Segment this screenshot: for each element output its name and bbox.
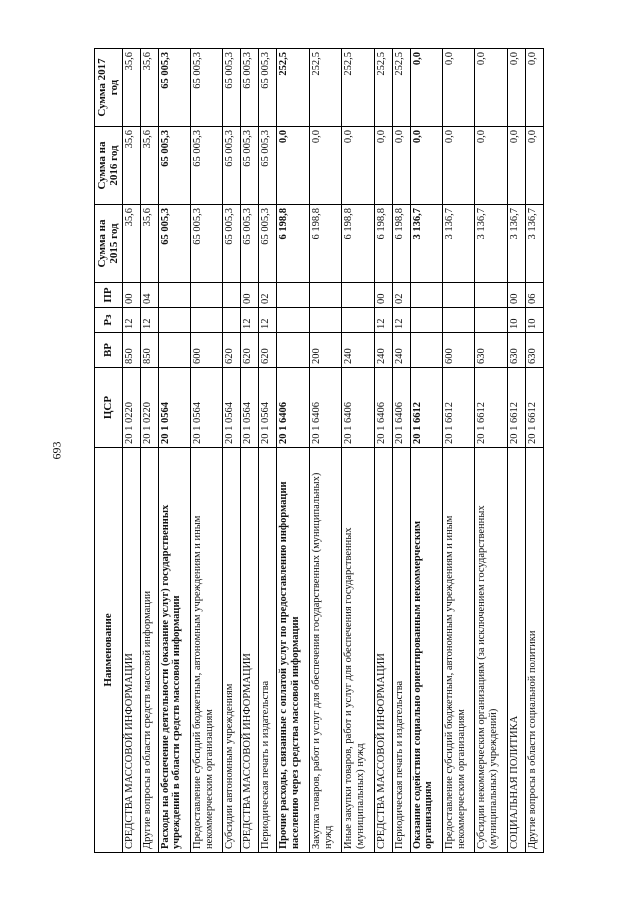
cell-vr: 600 bbox=[442, 333, 474, 368]
cell-vr: 850 bbox=[140, 333, 158, 368]
table-body bbox=[122, 49, 543, 853]
cell-sum-2017: 252,5 bbox=[374, 49, 392, 127]
cell-rz: 10 bbox=[525, 308, 543, 333]
cell-sum-2017: 252,5 bbox=[392, 49, 410, 127]
cell-rz bbox=[442, 308, 474, 333]
cell-sum-2016: 0,0 bbox=[277, 127, 309, 205]
cell-rz bbox=[309, 308, 341, 333]
cell-name: СРЕДСТВА МАССОВОЙ ИНФОРМАЦИИ bbox=[122, 448, 140, 853]
cell-vr: 620 bbox=[223, 333, 241, 368]
cell-vr bbox=[277, 333, 309, 368]
table-row bbox=[122, 49, 140, 853]
cell-sum-2017: 0,0 bbox=[410, 49, 442, 127]
cell-sum-2016: 0,0 bbox=[442, 127, 474, 205]
cell-pr bbox=[342, 283, 374, 308]
cell-rz: 12 bbox=[259, 308, 277, 333]
table-row bbox=[374, 49, 392, 853]
cell-sum-2015: 65 005,3 bbox=[259, 205, 277, 283]
cell-csr: 20 1 0564 bbox=[223, 368, 241, 448]
cell-sum-2015: 6 198,8 bbox=[309, 205, 341, 283]
budget-table-rotated bbox=[94, 48, 544, 853]
header-row bbox=[95, 49, 123, 853]
cell-pr: 00 bbox=[241, 283, 259, 308]
cell-name: Периодическая печать и издательства bbox=[392, 448, 410, 853]
budget-table bbox=[94, 48, 544, 853]
cell-pr: 04 bbox=[140, 283, 158, 308]
cell-sum-2016: 0,0 bbox=[392, 127, 410, 205]
cell-pr: 06 bbox=[525, 283, 543, 308]
cell-vr: 630 bbox=[507, 333, 525, 368]
cell-rz: 10 bbox=[507, 308, 525, 333]
cell-sum-2017: 252,5 bbox=[309, 49, 341, 127]
cell-name: Предоставление субсидий бюджетным, автономным учреждениям и иным некоммерческим организациям bbox=[442, 448, 474, 853]
cell-sum-2017: 252,5 bbox=[277, 49, 309, 127]
cell-name: Другие вопросы в области социальной политики bbox=[525, 448, 543, 853]
cell-sum-2017: 252,5 bbox=[342, 49, 374, 127]
cell-pr: 02 bbox=[392, 283, 410, 308]
cell-sum-2017: 35,6 bbox=[140, 49, 158, 127]
cell-vr bbox=[410, 333, 442, 368]
cell-sum-2017: 0,0 bbox=[525, 49, 543, 127]
cell-vr: 240 bbox=[374, 333, 392, 368]
cell-sum-2016: 0,0 bbox=[342, 127, 374, 205]
cell-name: Расходы на обеспечение деятельности (оказание услуг) государственных учреждений в области средств массовой информации bbox=[158, 448, 190, 853]
cell-vr: 850 bbox=[122, 333, 140, 368]
cell-sum-2016: 0,0 bbox=[475, 127, 507, 205]
cell-pr: 00 bbox=[122, 283, 140, 308]
table-row bbox=[442, 49, 474, 853]
table-row bbox=[392, 49, 410, 853]
col-header-rz: Рз bbox=[95, 308, 123, 333]
cell-sum-2017: 0,0 bbox=[442, 49, 474, 127]
cell-pr bbox=[158, 283, 190, 308]
cell-sum-2016: 65 005,3 bbox=[259, 127, 277, 205]
col-header-sum-2015: Сумма на 2015 год bbox=[95, 205, 123, 283]
table-row bbox=[241, 49, 259, 853]
cell-vr: 620 bbox=[241, 333, 259, 368]
cell-sum-2017: 0,0 bbox=[507, 49, 525, 127]
cell-name: Иные закупки товаров, работ и услуг для обеспечения государственных (муниципальных) нужд bbox=[342, 448, 374, 853]
cell-sum-2017: 65 005,3 bbox=[223, 49, 241, 127]
cell-name: Субсидии некоммерческим организациям (за исключением государственных (муниципальных) учреждений) bbox=[475, 448, 507, 853]
cell-rz: 12 bbox=[122, 308, 140, 333]
cell-vr: 600 bbox=[191, 333, 223, 368]
cell-name: СОЦИАЛЬНАЯ ПОЛИТИКА bbox=[507, 448, 525, 853]
cell-sum-2015: 65 005,3 bbox=[223, 205, 241, 283]
cell-pr bbox=[191, 283, 223, 308]
cell-pr bbox=[309, 283, 341, 308]
table-row bbox=[309, 49, 341, 853]
table-row bbox=[191, 49, 223, 853]
cell-csr: 20 1 6406 bbox=[277, 368, 309, 448]
cell-name: Прочие расходы, связанные с оплатой услуг по предоставлению информации населению через средства массовой информации bbox=[277, 448, 309, 853]
table-row bbox=[507, 49, 525, 853]
cell-csr: 20 1 6406 bbox=[342, 368, 374, 448]
table-row bbox=[223, 49, 241, 853]
cell-csr: 20 1 6406 bbox=[392, 368, 410, 448]
cell-vr: 240 bbox=[392, 333, 410, 368]
cell-name: Субсидии автономным учреждениям bbox=[223, 448, 241, 853]
cell-sum-2015: 3 136,7 bbox=[525, 205, 543, 283]
cell-rz: 12 bbox=[374, 308, 392, 333]
cell-csr: 20 1 0220 bbox=[122, 368, 140, 448]
cell-rz bbox=[475, 308, 507, 333]
cell-sum-2015: 6 198,8 bbox=[342, 205, 374, 283]
table-row bbox=[277, 49, 309, 853]
cell-csr: 20 1 6612 bbox=[442, 368, 474, 448]
cell-pr bbox=[277, 283, 309, 308]
cell-sum-2017: 65 005,3 bbox=[191, 49, 223, 127]
table-row bbox=[158, 49, 190, 853]
cell-sum-2016: 35,6 bbox=[140, 127, 158, 205]
cell-sum-2016: 0,0 bbox=[309, 127, 341, 205]
cell-rz bbox=[277, 308, 309, 333]
cell-sum-2016: 0,0 bbox=[410, 127, 442, 205]
cell-sum-2016: 0,0 bbox=[525, 127, 543, 205]
cell-name: СРЕДСТВА МАССОВОЙ ИНФОРМАЦИИ bbox=[241, 448, 259, 853]
cell-sum-2015: 35,6 bbox=[140, 205, 158, 283]
cell-csr: 20 1 0564 bbox=[191, 368, 223, 448]
cell-name: Предоставление субсидий бюджетным, автономным учреждениям и иным некоммерческим организациям bbox=[191, 448, 223, 853]
cell-sum-2015: 65 005,3 bbox=[191, 205, 223, 283]
cell-rz bbox=[223, 308, 241, 333]
cell-csr: 20 1 6406 bbox=[374, 368, 392, 448]
cell-sum-2016: 35,6 bbox=[122, 127, 140, 205]
cell-csr: 20 1 0564 bbox=[158, 368, 190, 448]
table-row bbox=[525, 49, 543, 853]
cell-csr: 20 1 6612 bbox=[410, 368, 442, 448]
col-header-csr: ЦСР bbox=[95, 368, 123, 448]
cell-rz bbox=[410, 308, 442, 333]
cell-sum-2015: 6 198,8 bbox=[374, 205, 392, 283]
cell-sum-2017: 35,6 bbox=[122, 49, 140, 127]
cell-csr: 20 1 0564 bbox=[241, 368, 259, 448]
col-header-vr: ВР bbox=[95, 333, 123, 368]
cell-sum-2016: 65 005,3 bbox=[223, 127, 241, 205]
cell-csr: 20 1 6406 bbox=[309, 368, 341, 448]
cell-rz bbox=[191, 308, 223, 333]
col-header-sum-2017: Сумма 2017 год bbox=[95, 49, 123, 127]
table-row bbox=[259, 49, 277, 853]
cell-rz: 12 bbox=[140, 308, 158, 333]
cell-csr: 20 1 6612 bbox=[525, 368, 543, 448]
cell-sum-2015: 3 136,7 bbox=[442, 205, 474, 283]
cell-name: СРЕДСТВА МАССОВОЙ ИНФОРМАЦИИ bbox=[374, 448, 392, 853]
cell-sum-2015: 3 136,7 bbox=[410, 205, 442, 283]
col-header-sum-2016: Сумма на 2016 год bbox=[95, 127, 123, 205]
cell-vr: 200 bbox=[309, 333, 341, 368]
cell-csr: 20 1 0564 bbox=[259, 368, 277, 448]
table-row bbox=[475, 49, 507, 853]
cell-vr: 630 bbox=[475, 333, 507, 368]
cell-sum-2016: 65 005,3 bbox=[191, 127, 223, 205]
cell-vr: 240 bbox=[342, 333, 374, 368]
cell-sum-2015: 3 136,7 bbox=[475, 205, 507, 283]
cell-sum-2016: 65 005,3 bbox=[241, 127, 259, 205]
cell-name: Оказание содействия социально ориентированным некоммерческим организациям bbox=[410, 448, 442, 853]
cell-rz: 12 bbox=[241, 308, 259, 333]
page-number: 693 bbox=[49, 441, 64, 460]
cell-vr: 620 bbox=[259, 333, 277, 368]
table-row bbox=[342, 49, 374, 853]
cell-sum-2017: 65 005,3 bbox=[259, 49, 277, 127]
cell-sum-2015: 3 136,7 bbox=[507, 205, 525, 283]
cell-pr: 00 bbox=[507, 283, 525, 308]
cell-name: Другие вопросы в области средств массовой информации bbox=[140, 448, 158, 853]
cell-sum-2015: 35,6 bbox=[122, 205, 140, 283]
cell-vr: 630 bbox=[525, 333, 543, 368]
cell-csr: 20 1 6612 bbox=[475, 368, 507, 448]
cell-sum-2015: 65 005,3 bbox=[158, 205, 190, 283]
cell-sum-2017: 65 005,3 bbox=[158, 49, 190, 127]
cell-name: Закупка товаров, работ и услуг для обеспечения государственных (муниципальных) нужд bbox=[309, 448, 341, 853]
cell-pr bbox=[475, 283, 507, 308]
cell-sum-2017: 0,0 bbox=[475, 49, 507, 127]
cell-vr bbox=[158, 333, 190, 368]
table-row bbox=[140, 49, 158, 853]
cell-rz bbox=[158, 308, 190, 333]
cell-rz: 12 bbox=[392, 308, 410, 333]
cell-sum-2015: 6 198,8 bbox=[277, 205, 309, 283]
cell-name: Периодическая печать и издательства bbox=[259, 448, 277, 853]
cell-pr bbox=[410, 283, 442, 308]
cell-pr: 00 bbox=[374, 283, 392, 308]
cell-csr: 20 1 0220 bbox=[140, 368, 158, 448]
cell-sum-2016: 65 005,3 bbox=[158, 127, 190, 205]
cell-pr: 02 bbox=[259, 283, 277, 308]
cell-rz bbox=[342, 308, 374, 333]
col-header-pr: ПР bbox=[95, 283, 123, 308]
cell-sum-2016: 0,0 bbox=[507, 127, 525, 205]
cell-pr bbox=[223, 283, 241, 308]
cell-pr bbox=[442, 283, 474, 308]
cell-csr: 20 1 6612 bbox=[507, 368, 525, 448]
col-header-name: Наименование bbox=[95, 448, 123, 853]
table-row bbox=[410, 49, 442, 853]
cell-sum-2015: 6 198,8 bbox=[392, 205, 410, 283]
cell-sum-2015: 65 005,3 bbox=[241, 205, 259, 283]
cell-sum-2016: 0,0 bbox=[374, 127, 392, 205]
cell-sum-2017: 65 005,3 bbox=[241, 49, 259, 127]
